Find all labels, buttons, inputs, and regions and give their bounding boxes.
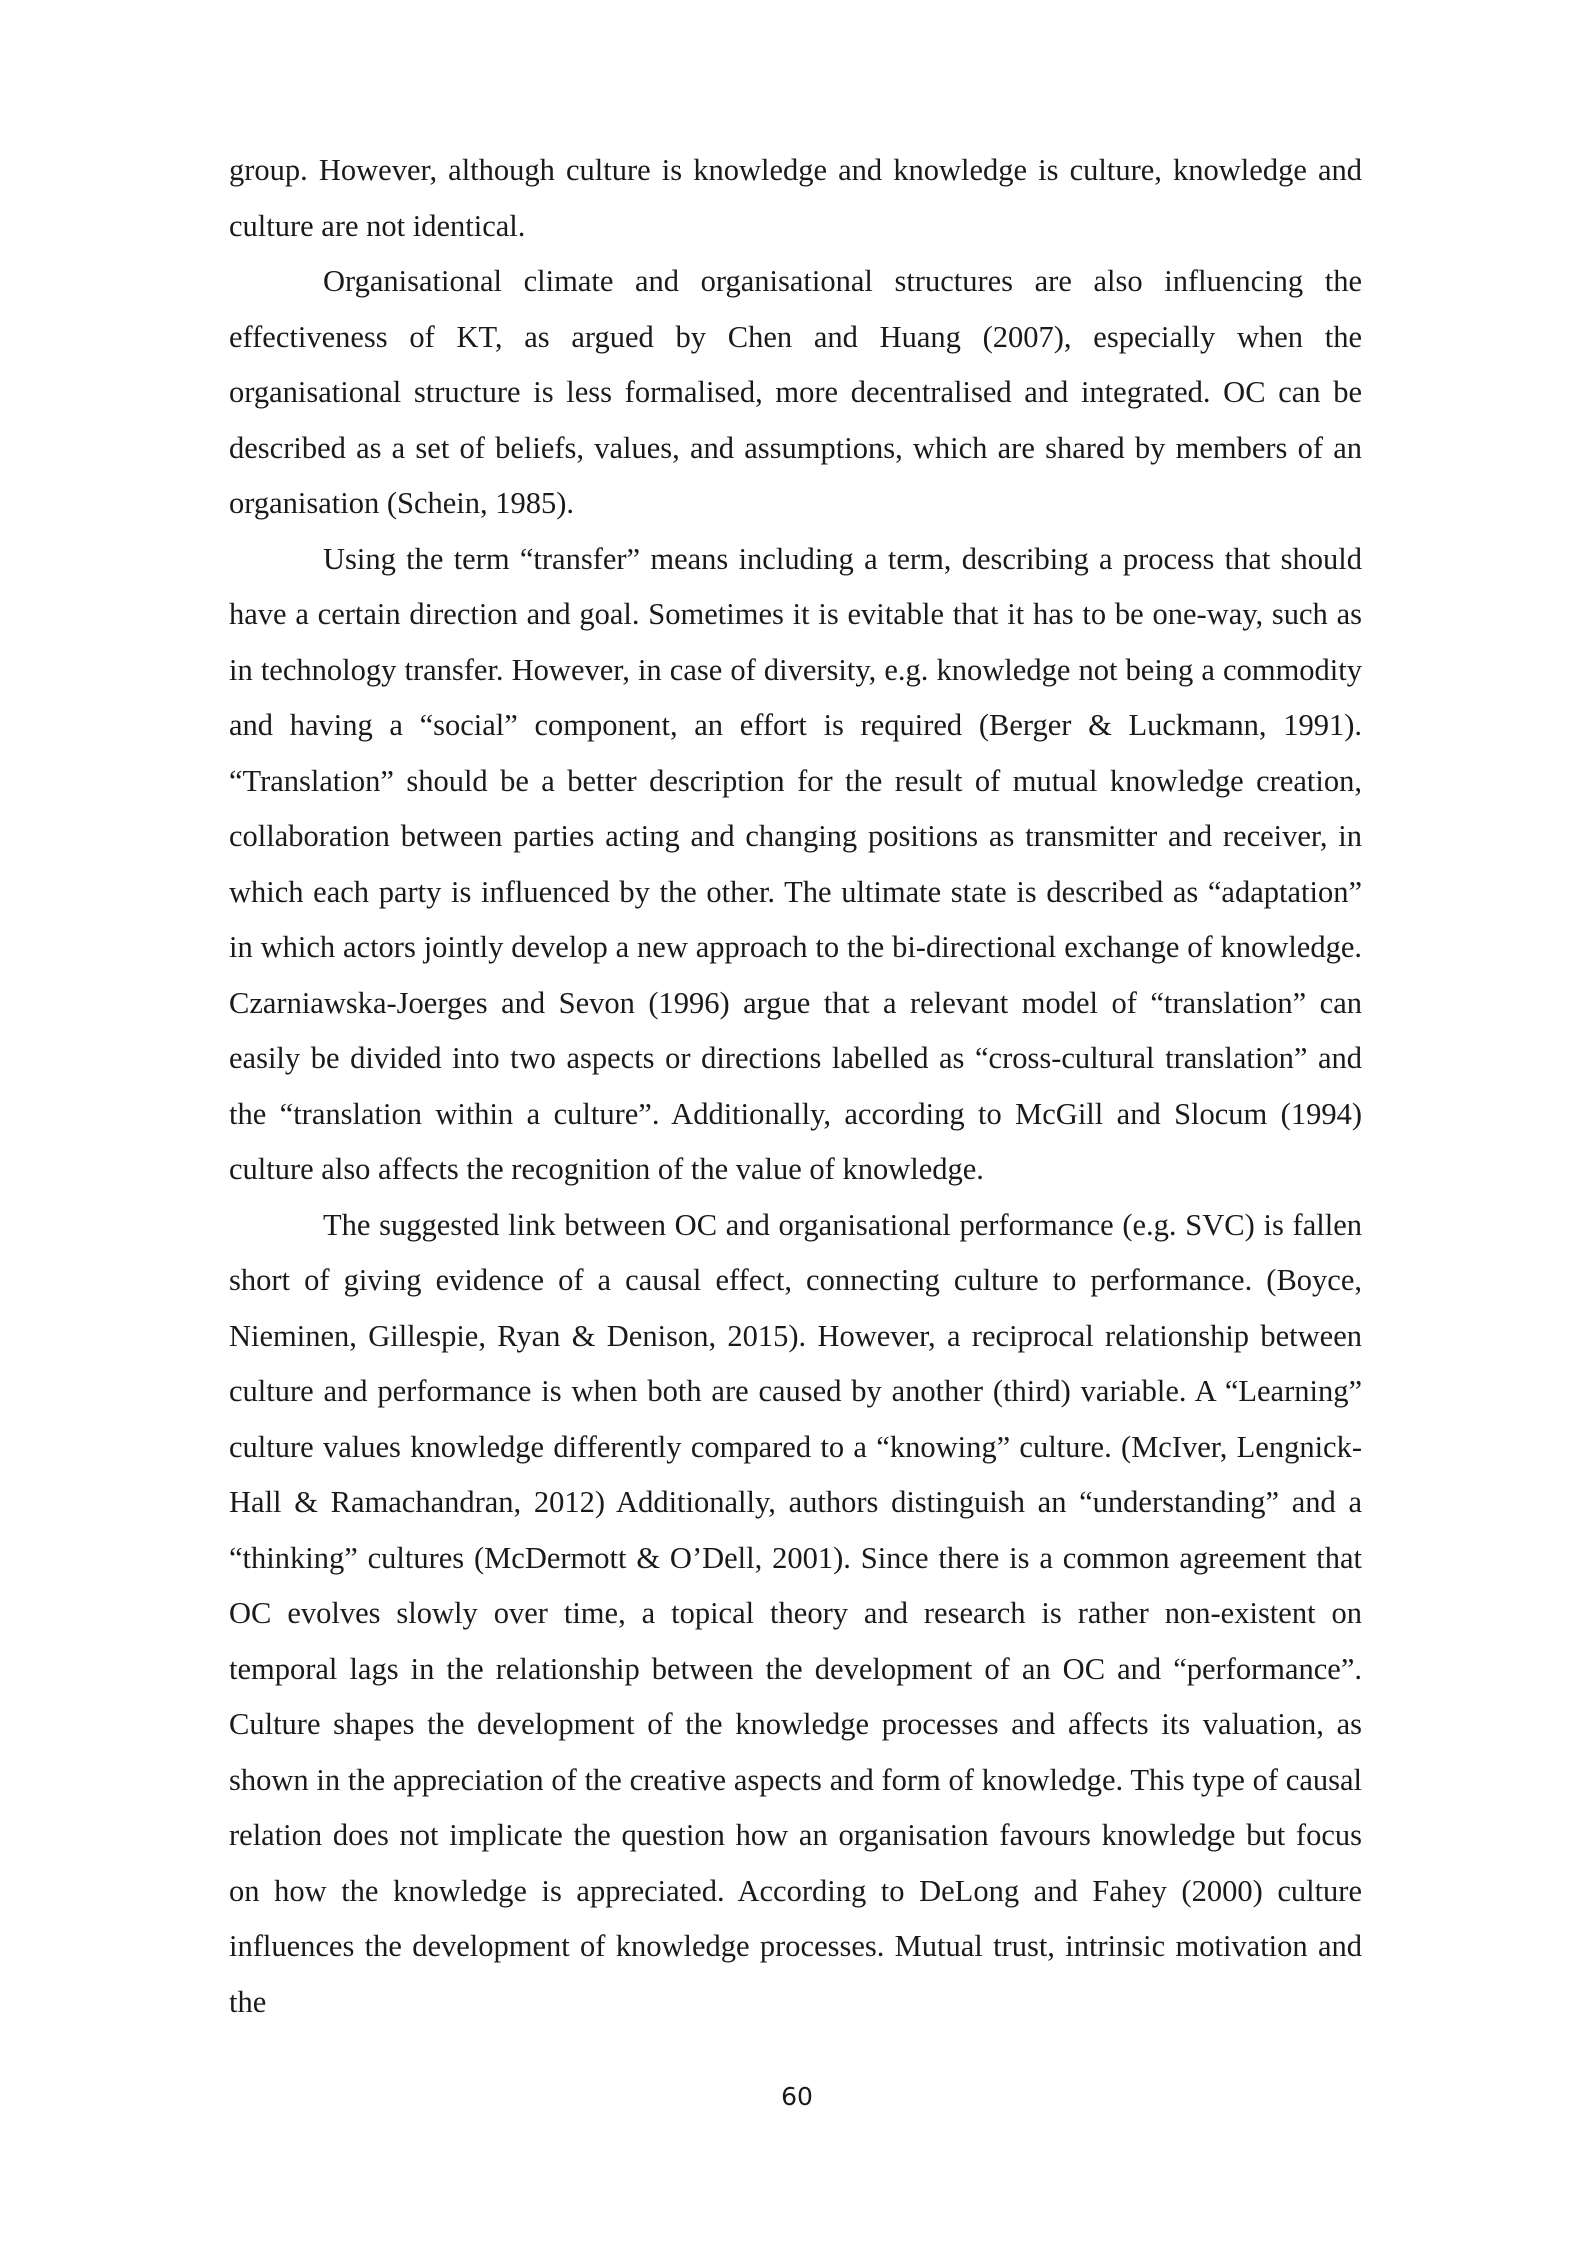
paragraph-transfer-translation: Using the term “transfer” means including a term, describing a process that should have a certain direction and goal. Sometimes it is evitable that it has to be one-way, such as in technology transfer. However, in case of diversity, e.g. knowledge not being a commodity and having a “social” component, an effort is required (Berger & Luckmann, 1991). “Translation” should be a better description for the result of mutual knowledge creation, collaboration between parties acting and changing positions as transmitter and receiver, in which each party is influenced by the other. The ultimate state is described as “adaptation” in which actors jointly develop a new approach to the bi-directional exchange of knowledge. Czarniawska-Joerges and Sevon (1996) argue that a relevant model of “translation” can easily be divided into two aspects or directions labelled as “cross-cultural translation” and the “translation within a culture”. Additionally, according to McGill and Slocum (1994) culture also affects the recognition of the value of knowledge.: [229, 541, 1362, 1186]
paragraph-culture-performance: The suggested link between OC and organisational performance (e.g. SVC) is fallen short of giving evidence of a causal effect, connecting culture to performance. (Boyce, Nieminen, Gillespie, Ryan & Denison, 2015). However, a reciprocal relationship between culture and performance is when both are caused by another (third) variable. A “Learning” culture values knowledge differently compared to a “knowing” culture. (McIver, Lengnick-Hall & Ramachandran, 2012) Additionally, authors distinguish an “understanding” and a “thinking” cultures (McDermott & O’Dell, 2001). Since there is a common agreement that OC evolves slowly over time, a topical theory and research is rather non-existent on temporal lags in the relationship between the development of an OC and “performance”. Culture shapes the development of the knowledge processes and affects its valuation, as shown in the appreciation of the creative aspects and form of knowledge. This type of causal relation does not implicate the question how an organisation favours knowledge but focus on how the knowledge is appreciated. According to DeLong and Fahey (2000) culture influences the development of knowledge processes. Mutual trust, intrinsic motivation and the: [229, 1207, 1362, 2019]
paragraph-climate-structure: Organisational climate and organisational structures are also influencing the effectiveness of KT, as argued by Chen and Huang (2007), especially when the organisational structure is less formalised, more decentralised and integrated. OC can be described as a set of beliefs, values, and assumptions, which are shared by members of an organisation (Schein, 1985).: [229, 264, 1362, 520]
paragraph-continuation: group. However, although culture is knowledge and knowledge is culture, knowledge and culture are not identical.: [229, 153, 1362, 243]
page-number: 60: [781, 2082, 813, 2111]
body-text: [229, 143, 1362, 2030]
